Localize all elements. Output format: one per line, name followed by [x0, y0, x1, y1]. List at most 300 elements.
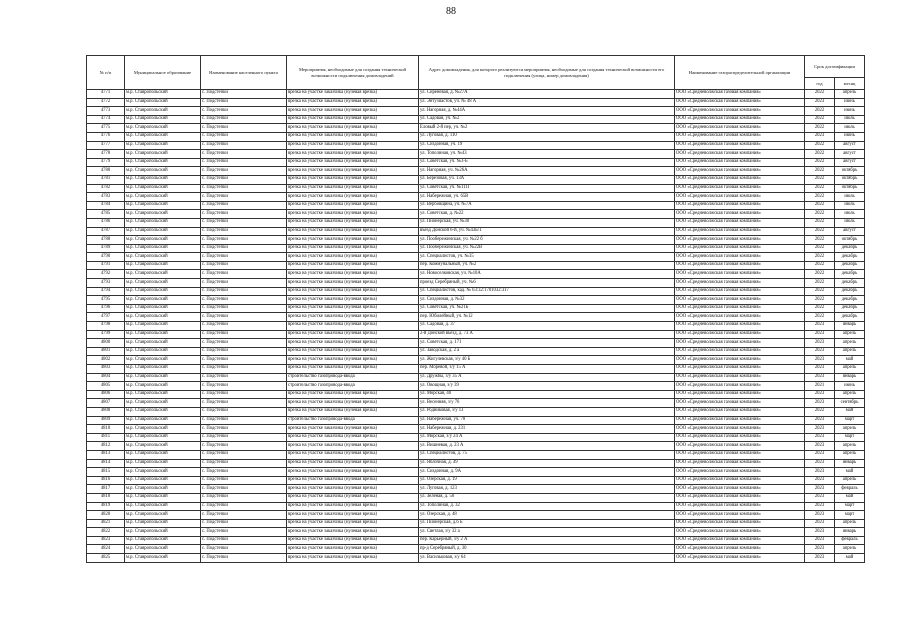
cell-num: 4778 [87, 150, 125, 159]
cell-municipality: м.р. Ставропольский [125, 253, 201, 262]
cell-year: 2023 [805, 511, 835, 520]
cell-address: ул. Советская, уч. №21Б [419, 304, 675, 313]
cell-settlement: с. Подстепки [201, 416, 287, 425]
table-row [87, 167, 865, 176]
cell-organization: ООО «Средневолжская газовая компания» [675, 218, 805, 227]
cell-address: ул. Тополиная, д. 32 [419, 502, 675, 511]
cell-num: 4780 [87, 167, 125, 176]
cell-year: 2023 [805, 330, 835, 339]
cell-settlement: с. Подстепки [201, 236, 287, 245]
cell-municipality: м.р. Ставропольский [125, 167, 201, 176]
cell-municipality: м.р. Ставропольский [125, 373, 201, 382]
cell-address: ул. Садовая, уч. №2 [419, 115, 675, 124]
cell-organization: ООО «Средневолжская газовая компания» [675, 339, 805, 348]
cell-address: пр-д Серебряный, д. 30 [419, 545, 675, 554]
cell-month: август [835, 158, 865, 167]
cell-address: ул. Садовая, д. 37 [419, 322, 675, 331]
cell-month: май [835, 407, 865, 416]
cell-month: апрель [835, 442, 865, 451]
cell-year: 2023 [805, 356, 835, 365]
cell-settlement: с. Подстепки [201, 107, 287, 116]
cell-organization: ООО «Средневолжская газовая компания» [675, 347, 805, 356]
cell-num: 4790 [87, 253, 125, 262]
cell-settlement: с. Подстепки [201, 468, 287, 477]
page-number: 88 [446, 6, 456, 17]
cell-municipality: м.р. Ставропольский [125, 347, 201, 356]
cell-address: ул. Специалистов, кад. № 63:32:1701032:317 [419, 287, 675, 296]
cell-address: ул. Новоселковская, уч. №10А [419, 270, 675, 279]
cell-address: 2-й Донской въезд, д. 73 А [419, 330, 675, 339]
cell-settlement: с. Подстепки [201, 167, 287, 176]
cell-organization: ООО «Средневолжская газовая компания» [675, 399, 805, 408]
table-row [87, 227, 865, 236]
cell-organization: ООО «Средневолжская газовая компания» [675, 98, 805, 107]
table-row [87, 132, 865, 141]
cell-organization: ООО «Средневолжская газовая компания» [675, 287, 805, 296]
cell-month: декабрь [835, 304, 865, 313]
cell-event: врезка на участке заказчика (нулевая врезка) [287, 347, 419, 356]
cell-address: ул. Специалистов, уч. №35 [419, 253, 675, 262]
cell-address: ул. Пообережинская, уч. №22 б [419, 236, 675, 245]
cell-settlement: с. Подстепки [201, 253, 287, 262]
cell-organization: ООО «Средневолжская газовая компания» [675, 244, 805, 253]
cell-address: ул. Весенняя, з/у 76 [419, 399, 675, 408]
cell-num: 4772 [87, 98, 125, 107]
cell-year: 2022 [805, 210, 835, 219]
cell-organization: ООО «Средневолжская газовая компания» [675, 296, 805, 305]
cell-organization: ООО «Средневолжская газовая компания» [675, 442, 805, 451]
cell-year: 2022 [805, 313, 835, 322]
table-row [87, 296, 865, 305]
cell-address: ул. Березовая, уч. 13А [419, 175, 675, 184]
cell-month: апрель [835, 330, 865, 339]
cell-year: 2022 [805, 107, 835, 116]
cell-organization: ООО «Средневолжская газовая компания» [675, 459, 805, 468]
table-row [87, 210, 865, 219]
cell-organization: ООО «Средневолжская газовая компания» [675, 236, 805, 245]
cell-address: ул. Морская, з/у 24 А [419, 433, 675, 442]
cell-month: июль [835, 201, 865, 210]
cell-municipality: м.р. Ставропольский [125, 115, 201, 124]
cell-organization: ООО «Средневолжская газовая компания» [675, 356, 805, 365]
table-row [87, 184, 865, 193]
table-row [87, 141, 865, 150]
cell-settlement: с. Подстепки [201, 476, 287, 485]
cell-settlement: с. Подстепки [201, 485, 287, 494]
cell-year: 2022 [805, 150, 835, 159]
cell-settlement: с. Подстепки [201, 201, 287, 210]
header-organization: Наименование газораспределительной организации [675, 56, 805, 90]
cell-event: врезка на участке заказчика (нулевая врезка) [287, 322, 419, 331]
cell-event: врезка на участке заказчика (нулевая врезка) [287, 218, 419, 227]
header-municipality: Муниципальное образование [125, 56, 201, 90]
cell-municipality: м.р. Ставропольский [125, 485, 201, 494]
cell-event: строительство газопровода-ввода [287, 416, 419, 425]
cell-organization: ООО «Средневолжская газовая компания» [675, 382, 805, 391]
cell-month: декабрь [835, 287, 865, 296]
cell-num: 4788 [87, 236, 125, 245]
cell-num: 4789 [87, 244, 125, 253]
cell-municipality: м.р. Ставропольский [125, 365, 201, 374]
table-row [87, 322, 865, 331]
cell-year: 2023 [805, 399, 835, 408]
table-row [87, 365, 865, 374]
cell-year: 2022 [805, 218, 835, 227]
cell-municipality: м.р. Ставропольский [125, 98, 201, 107]
cell-num: 4820 [87, 511, 125, 520]
table-header [87, 56, 865, 90]
cell-num: 4825 [87, 554, 125, 563]
cell-event: врезка на участке заказчика (нулевая врезка) [287, 442, 419, 451]
cell-settlement: с. Подстепки [201, 519, 287, 528]
cell-municipality: м.р. Ставропольский [125, 107, 201, 116]
cell-municipality: м.р. Ставропольский [125, 141, 201, 150]
cell-settlement: с. Подстепки [201, 382, 287, 391]
cell-settlement: с. Подстепки [201, 356, 287, 365]
cell-settlement: с. Подстепки [201, 184, 287, 193]
cell-num: 4806 [87, 390, 125, 399]
cell-num: 4781 [87, 175, 125, 184]
cell-organization: ООО «Средневолжская газовая компания» [675, 468, 805, 477]
table-row [87, 236, 865, 245]
cell-address: ул. Специалистов, д. 75 [419, 450, 675, 459]
cell-address: ул. Вербовщина, уч. №7А [419, 201, 675, 210]
cell-settlement: с. Подстепки [201, 450, 287, 459]
cell-year: 2022 [805, 407, 835, 416]
cell-organization: ООО «Средневолжская газовая компания» [675, 167, 805, 176]
table-row [87, 373, 865, 382]
cell-num: 4808 [87, 407, 125, 416]
cell-num: 4796 [87, 304, 125, 313]
cell-month: декабрь [835, 253, 865, 262]
cell-address: ул. Набережная, д. 231 [419, 425, 675, 434]
cell-event: врезка на участке заказчика (нулевая врезка) [287, 244, 419, 253]
cell-organization: ООО «Средневолжская газовая компания» [675, 554, 805, 563]
cell-settlement: с. Подстепки [201, 536, 287, 545]
table-row [87, 476, 865, 485]
cell-settlement: с. Подстепки [201, 365, 287, 374]
cell-num: 4810 [87, 425, 125, 434]
cell-event: врезка на участке заказчика (нулевая врезка) [287, 150, 419, 159]
cell-year: 2023 [805, 416, 835, 425]
cell-num: 4773 [87, 107, 125, 116]
cell-event: врезка на участке заказчика (нулевая врезка) [287, 356, 419, 365]
cell-num: 4816 [87, 476, 125, 485]
cell-month: июнь [835, 382, 865, 391]
cell-num: 4804 [87, 373, 125, 382]
cell-year: 2022 [805, 175, 835, 184]
table-body [87, 90, 865, 563]
cell-settlement: с. Подстепки [201, 227, 287, 236]
cell-year: 2022 [805, 124, 835, 133]
cell-municipality: м.р. Ставропольский [125, 158, 201, 167]
cell-year: 2023 [805, 468, 835, 477]
table-row [87, 98, 865, 107]
cell-month: апрель [835, 390, 865, 399]
cell-municipality: м.р. Ставропольский [125, 90, 201, 99]
cell-municipality: м.р. Ставропольский [125, 511, 201, 520]
table-row [87, 468, 865, 477]
cell-municipality: м.р. Ставропольский [125, 304, 201, 313]
cell-organization: ООО «Средневолжская газовая компания» [675, 150, 805, 159]
cell-organization: ООО «Средневолжская газовая компания» [675, 519, 805, 528]
cell-address: Еловый 2-й пер, уч. №2 [419, 124, 675, 133]
cell-organization: ООО «Средневолжская газовая компания» [675, 476, 805, 485]
cell-event: врезка на участке заказчика (нулевая врезка) [287, 210, 419, 219]
cell-num: 4791 [87, 261, 125, 270]
cell-event: врезка на участке заказчика (нулевая врезка) [287, 476, 419, 485]
cell-year: 2023 [805, 442, 835, 451]
cell-month: январь [835, 373, 865, 382]
cell-settlement: с. Подстепки [201, 90, 287, 99]
cell-organization: ООО «Средневолжская газовая компания» [675, 253, 805, 262]
table-row [87, 425, 865, 434]
cell-month: июль [835, 193, 865, 202]
cell-organization: ООО «Средневолжская газовая компания» [675, 158, 805, 167]
cell-settlement: с. Подстепки [201, 279, 287, 288]
cell-organization: ООО «Средневолжская газовая компания» [675, 545, 805, 554]
cell-num: 4819 [87, 502, 125, 511]
cell-settlement: с. Подстепки [201, 554, 287, 563]
table-row [87, 511, 865, 520]
cell-event: врезка на участке заказчика (нулевая врезка) [287, 98, 419, 107]
cell-year: 2023 [805, 519, 835, 528]
cell-year: 2022 [805, 184, 835, 193]
cell-num: 4805 [87, 382, 125, 391]
cell-num: 4777 [87, 141, 125, 150]
cell-month: май [835, 493, 865, 502]
cell-municipality: м.р. Ставропольский [125, 339, 201, 348]
table-row [87, 485, 865, 494]
cell-organization: ООО «Средневолжская газовая компания» [675, 313, 805, 322]
cell-address: ул. Нагорная, д. №44А [419, 107, 675, 116]
cell-settlement: с. Подстепки [201, 459, 287, 468]
cell-organization: ООО «Средневолжская газовая компания» [675, 261, 805, 270]
cell-organization: ООО «Средневолжская газовая компания» [675, 433, 805, 442]
cell-municipality: м.р. Ставропольский [125, 175, 201, 184]
cell-municipality: м.р. Ставропольский [125, 270, 201, 279]
cell-settlement: с. Подстепки [201, 132, 287, 141]
cell-organization: ООО «Средневолжская газовая компания» [675, 528, 805, 537]
cell-address: ул. Вишневая, д. 23 А [419, 442, 675, 451]
cell-month: октябрь [835, 175, 865, 184]
cell-num: 4785 [87, 210, 125, 219]
table-row [87, 244, 865, 253]
cell-municipality: м.р. Ставропольский [125, 442, 201, 451]
table-row [87, 459, 865, 468]
cell-num: 4786 [87, 218, 125, 227]
cell-year: 2022 [805, 296, 835, 305]
cell-num: 4821 [87, 519, 125, 528]
cell-event: врезка на участке заказчика (нулевая врезка) [287, 468, 419, 477]
cell-municipality: м.р. Ставропольский [125, 132, 201, 141]
cell-num: 4776 [87, 132, 125, 141]
cell-address: пер. Юбилейный, уч. №12 [419, 313, 675, 322]
cell-organization: ООО «Средневолжская газовая компания» [675, 279, 805, 288]
cell-settlement: с. Подстепки [201, 433, 287, 442]
table-row [87, 279, 865, 288]
cell-municipality: м.р. Ставропольский [125, 390, 201, 399]
cell-num: 4794 [87, 287, 125, 296]
cell-num: 4784 [87, 201, 125, 210]
cell-municipality: м.р. Ставропольский [125, 227, 201, 236]
cell-organization: ООО «Средневолжская газовая компания» [675, 373, 805, 382]
cell-settlement: с. Подстепки [201, 322, 287, 331]
cell-event: врезка на участке заказчика (нулевая врезка) [287, 450, 419, 459]
cell-address: ул. Сиздонная, уч. 19 [419, 141, 675, 150]
cell-municipality: м.р. Ставропольский [125, 279, 201, 288]
table-row [87, 270, 865, 279]
cell-organization: ООО «Средневолжская газовая компания» [675, 425, 805, 434]
cell-organization: ООО «Средневолжская газовая компания» [675, 124, 805, 133]
table-row [87, 382, 865, 391]
cell-year: 2023 [805, 339, 835, 348]
cell-event: врезка на участке заказчика (нулевая врезка) [287, 519, 419, 528]
cell-event: врезка на участке заказчика (нулевая врезка) [287, 261, 419, 270]
cell-num: 4818 [87, 493, 125, 502]
cell-event: врезка на участке заказчика (нулевая врезка) [287, 545, 419, 554]
cell-event: врезка на участке заказчика (нулевая врезка) [287, 536, 419, 545]
cell-month: январь [835, 322, 865, 331]
cell-municipality: м.р. Ставропольский [125, 407, 201, 416]
cell-organization: ООО «Средневолжская газовая компания» [675, 330, 805, 339]
cell-settlement: с. Подстепки [201, 296, 287, 305]
cell-year: 2022 [805, 304, 835, 313]
table-row [87, 536, 865, 545]
cell-month: сентябрь [835, 399, 865, 408]
cell-municipality: м.р. Ставропольский [125, 545, 201, 554]
cell-event: врезка на участке заказчика (нулевая врезка) [287, 132, 419, 141]
cell-settlement: с. Подстепки [201, 150, 287, 159]
cell-event: врезка на участке заказчика (нулевая врезка) [287, 502, 419, 511]
cell-address: ул. Сиздонная, д. №32 [419, 296, 675, 305]
header-num: № п/п [87, 56, 125, 90]
cell-address: ул. Яблочная, д. 49 [419, 459, 675, 468]
cell-month: январь [835, 528, 865, 537]
cell-event: врезка на участке заказчика (нулевая врезка) [287, 90, 419, 99]
cell-year: 2021 [805, 382, 835, 391]
cell-event: врезка на участке заказчика (нулевая врезка) [287, 201, 419, 210]
cell-month: апрель [835, 476, 865, 485]
cell-settlement: с. Подстепки [201, 330, 287, 339]
cell-event: врезка на участке заказчика (нулевая врезка) [287, 115, 419, 124]
cell-month: май [835, 356, 865, 365]
cell-month: май [835, 468, 865, 477]
cell-event: врезка на участке заказчика (нулевая врезка) [287, 365, 419, 374]
cell-address: ул. Васильковая, з/у 64 [419, 554, 675, 563]
cell-event: врезка на участке заказчика (нулевая врезка) [287, 193, 419, 202]
table-row [87, 399, 865, 408]
cell-settlement: с. Подстепки [201, 244, 287, 253]
cell-municipality: м.р. Ставропольский [125, 330, 201, 339]
cell-month: декабрь [835, 270, 865, 279]
cell-settlement: с. Подстепки [201, 407, 287, 416]
cell-month: декабрь [835, 296, 865, 305]
cell-num: 4800 [87, 339, 125, 348]
cell-municipality: м.р. Ставропольский [125, 296, 201, 305]
cell-year: 2023 [805, 373, 835, 382]
cell-organization: ООО «Средневолжская газовая компания» [675, 141, 805, 150]
cell-event: врезка на участке заказчика (нулевая врезка) [287, 554, 419, 563]
cell-settlement: с. Подстепки [201, 270, 287, 279]
cell-address: ул. Заводская, д. 2 а [419, 347, 675, 356]
cell-year: 2022 [805, 261, 835, 270]
cell-year: 2022 [805, 279, 835, 288]
cell-month: апрель [835, 365, 865, 374]
cell-event: врезка на участке заказчика (нулевая врезка) [287, 124, 419, 133]
cell-month: февраль [835, 536, 865, 545]
cell-settlement: с. Подстепки [201, 124, 287, 133]
cell-organization: ООО «Средневолжская газовая компания» [675, 184, 805, 193]
cell-address: проезд Серебряный, уч. №6 [419, 279, 675, 288]
cell-settlement: с. Подстепки [201, 425, 287, 434]
cell-year: 2022 [805, 270, 835, 279]
cell-organization: ООО «Средневолжская газовая компания» [675, 322, 805, 331]
cell-organization: ООО «Средневолжская газовая компания» [675, 270, 805, 279]
cell-settlement: с. Подстепки [201, 98, 287, 107]
table-row [87, 339, 865, 348]
cell-settlement: с. Подстепки [201, 493, 287, 502]
cell-municipality: м.р. Ставропольский [125, 476, 201, 485]
cell-month: декабрь [835, 244, 865, 253]
cell-year: 2023 [805, 459, 835, 468]
cell-year: 2022 [805, 141, 835, 150]
cell-address: ул. Овощная, з/у 39 [419, 382, 675, 391]
table-row [87, 261, 865, 270]
cell-organization: ООО «Средневолжская газовая компания» [675, 407, 805, 416]
cell-month: август [835, 150, 865, 159]
cell-year: 2022 [805, 253, 835, 262]
cell-event: врезка на участке заказчика (нулевая врезка) [287, 433, 419, 442]
cell-num: 4798 [87, 322, 125, 331]
cell-organization: ООО «Средневолжская газовая компания» [675, 175, 805, 184]
table-row [87, 442, 865, 451]
cell-municipality: м.р. Ставропольский [125, 519, 201, 528]
cell-month: октябрь [835, 167, 865, 176]
cell-num: 4774 [87, 115, 125, 124]
cell-settlement: с. Подстепки [201, 210, 287, 219]
cell-event: врезка на участке заказчика (нулевая врезка) [287, 227, 419, 236]
cell-municipality: м.р. Ставропольский [125, 201, 201, 210]
cell-organization: ООО «Средневолжская газовая компания» [675, 450, 805, 459]
cell-event: врезка на участке заказчика (нулевая врезка) [287, 287, 419, 296]
cell-event: врезка на участке заказчика (нулевая врезка) [287, 407, 419, 416]
cell-municipality: м.р. Ставропольский [125, 382, 201, 391]
cell-municipality: м.р. Ставропольский [125, 450, 201, 459]
cell-month: апрель [835, 347, 865, 356]
cell-year: 2023 [805, 476, 835, 485]
cell-organization: ООО «Средневолжская газовая компания» [675, 227, 805, 236]
cell-event: врезка на участке заказчика (нулевая врезка) [287, 390, 419, 399]
table-row [87, 107, 865, 116]
cell-municipality: м.р. Ставропольский [125, 322, 201, 331]
cell-year: 2023 [805, 390, 835, 399]
cell-settlement: с. Подстепки [201, 502, 287, 511]
cell-settlement: с. Подстепки [201, 261, 287, 270]
header-month: месяц [835, 78, 865, 90]
cell-event: врезка на участке заказчика (нулевая врезка) [287, 107, 419, 116]
cell-address: ул. Морская, 40 [419, 390, 675, 399]
cell-year: 2023 [805, 485, 835, 494]
header-deadline: Срок догазификации [805, 56, 865, 78]
cell-year: 2023 [805, 450, 835, 459]
cell-num: 4814 [87, 459, 125, 468]
cell-num: 4823 [87, 536, 125, 545]
cell-year: 2023 [805, 528, 835, 537]
cell-event: врезка на участке заказчика (нулевая врезка) [287, 339, 419, 348]
cell-settlement: с. Подстепки [201, 373, 287, 382]
cell-municipality: м.р. Ставропольский [125, 502, 201, 511]
